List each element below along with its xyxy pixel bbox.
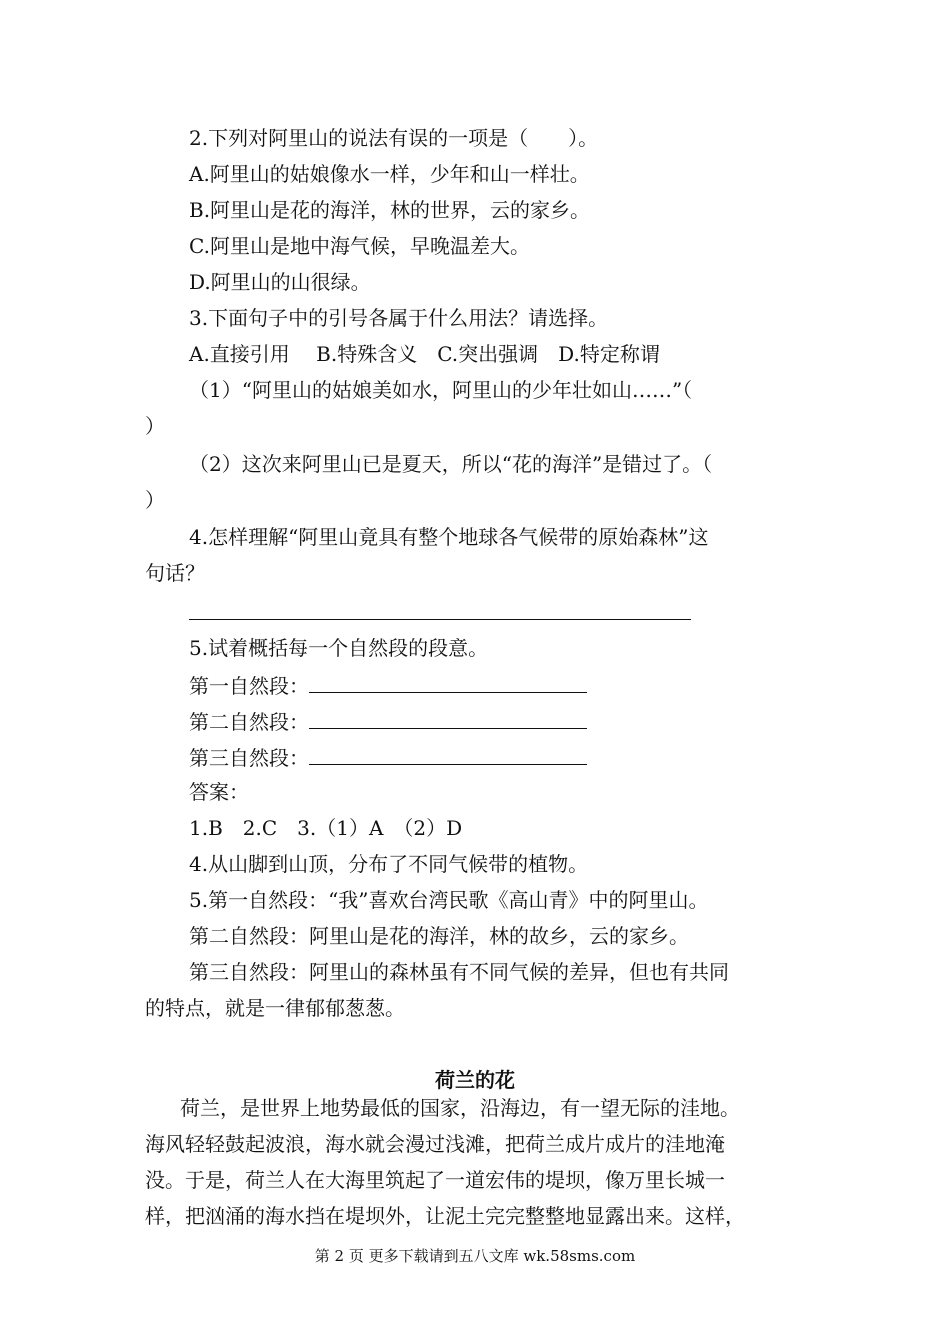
q4-answer-blank	[189, 619, 691, 620]
q2-option-d: D.阿里山的山很绿。	[189, 270, 371, 294]
q3-choices: A.直接引用 B.特殊含义 C.突出强调 D.特定称谓	[189, 342, 660, 366]
q2-stem: 2.下列对阿里山的说法有误的一项是（ ）。	[189, 126, 599, 150]
q2-option-b: B.阿里山是花的海洋，林的世界，云的家乡。	[189, 198, 591, 222]
answer-q5-para3-line1: 第三自然段：阿里山的森林虽有不同气候的差异，但也有共同	[189, 960, 729, 984]
answers-heading: 答案：	[189, 780, 249, 804]
article-title: 荷兰的花	[435, 1068, 515, 1092]
q3-item2-line2: ）	[145, 488, 165, 512]
answer-q5-para2: 第二自然段：阿里山是花的海洋，林的故乡，云的家乡。	[189, 924, 689, 948]
q2-option-a: A.阿里山的姑娘像水一样，少年和山一样壮。	[189, 162, 590, 186]
q2-option-c: C.阿里山是地中海气候，早晚温差大。	[189, 234, 530, 258]
q4-stem-line1: 4.怎样理解“阿里山竟具有整个地球各气候带的原始森林”这	[189, 525, 709, 549]
q3-item1-line2: ）	[145, 414, 165, 438]
q4-stem-line2: 句话？	[145, 561, 205, 585]
article-line: 海风轻轻鼓起波浪，海水就会漫过浅滩，把荷兰成片成片的洼地淹	[145, 1132, 725, 1156]
q5-blank-3	[189, 744, 587, 770]
article-line: 没。于是，荷兰人在大海里筑起了一道宏伟的堤坝，像万里长城一	[145, 1168, 725, 1192]
q5-blank-2-label: 第二自然段：	[189, 710, 309, 734]
q5-blank-2	[189, 708, 587, 734]
page-footer: 第 2 页 更多下载请到五八文库 wk.58sms.com	[314, 1247, 636, 1265]
article-line: 荷兰，是世界上地势最低的国家，沿海边，有一望无际的洼地。	[180, 1096, 740, 1120]
answers-mc: 1.B 2.C 3.（1）A （2）D	[189, 816, 463, 840]
q5-blank-1-line	[309, 672, 587, 693]
q5-blank-1	[189, 672, 587, 698]
q5-blank-1-label: 第一自然段：	[189, 674, 309, 698]
article-line: 样，把汹涌的海水挡在堤坝外，让泥土完完整整地显露出来。这样，	[145, 1204, 745, 1228]
q5-blank-2-line	[309, 708, 587, 729]
q5-stem: 5.试着概括每一个自然段的段意。	[189, 636, 489, 660]
answer-q5-para1: 5.第一自然段：“我”喜欢台湾民歌《高山青》中的阿里山。	[189, 888, 709, 912]
q3-item1-line1: （1）“阿里山的姑娘美如水，阿里山的少年壮如山……”（	[189, 378, 693, 402]
q5-blank-3-line	[309, 744, 587, 765]
q3-stem: 3.下面句子中的引号各属于什么用法？请选择。	[189, 306, 609, 330]
answer-q5-para3-line2: 的特点，就是一律郁郁葱葱。	[145, 996, 405, 1020]
q5-blank-3-label: 第三自然段：	[189, 746, 309, 770]
q3-item2-line1: （2）这次来阿里山已是夏天，所以“花的海洋”是错过了。（	[189, 452, 713, 476]
answer-q4: 4.从山脚到山顶，分布了不同气候带的植物。	[189, 852, 589, 876]
